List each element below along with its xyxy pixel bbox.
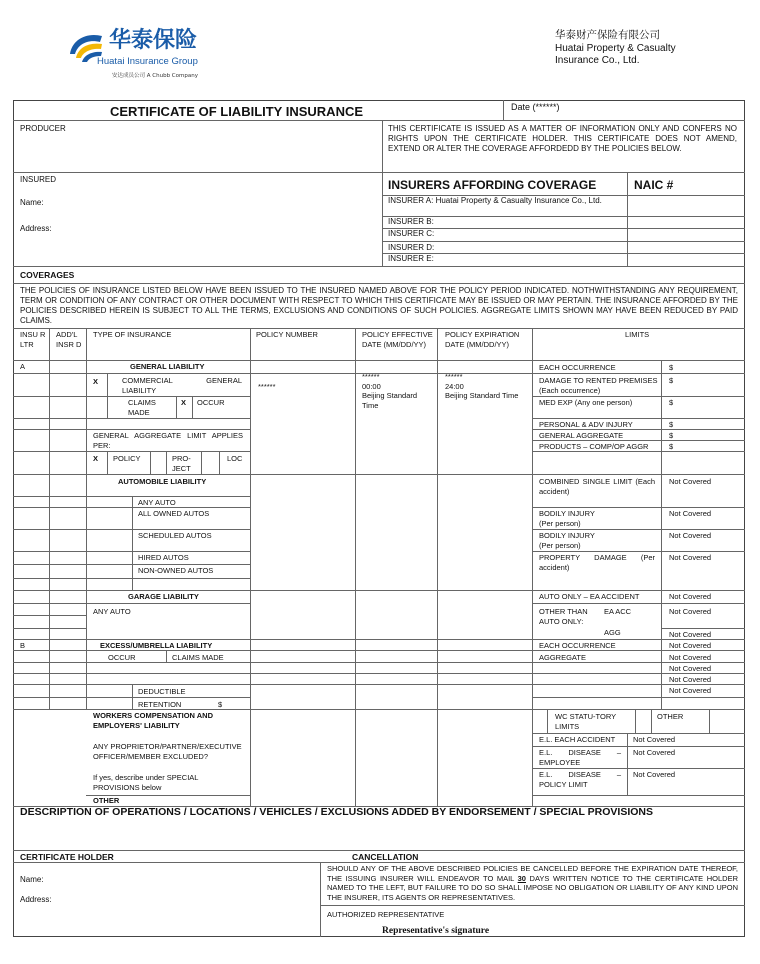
cancellation-text-end: DAYS WRITTEN NOTICE TO THE CERTIFICATE HOLDER NAMED TO THE LEFT, BUT FAILURE TO DO SO SHALL IMPOSE NO OBLIGATION OR LIABILITY OF ANY KIND UPON THE INSURER, ITS AGENTS OR REPRESENTATIVES. <box>327 873 738 902</box>
wc-statutory-limits: WC STATU-TORY LIMITS <box>555 712 616 731</box>
insurer-b: INSURER B: <box>388 217 434 226</box>
company-name-en-2: Insurance Co., Ltd. <box>555 55 640 66</box>
garage-auto-only: AUTO ONLY: <box>539 617 584 626</box>
gl-loc-label: LOC <box>227 454 243 463</box>
gl-limit-label: PRODUCTS – COMP/OP AGGR <box>539 442 649 451</box>
wc-limit-label: E.L. DISEASE – POLICY LIMIT <box>539 770 621 789</box>
logo-subtitle: 安达成员公司 A Chubb Company <box>112 73 198 79</box>
garage-agg: AGG <box>604 628 621 637</box>
representative-signature: Representative's signature <box>382 926 490 936</box>
garage-limit-label: AUTO ONLY – EA ACCIDENT <box>539 592 640 601</box>
description-heading: DESCRIPTION OF OPERATIONS / LOCATIONS / VEHICLES / EXCLUSIONS ADDED BY ENDORSEMENT / SPECIAL PROVISIONS <box>20 806 653 818</box>
notice-days: 30 <box>517 873 526 883</box>
gl-policy-label: POLICY <box>113 454 141 463</box>
auto-limit-label: COMBINED SINGLE LIMIT (Each accident) <box>539 477 655 496</box>
col-eff-date: POLICY EFFECTIVE DATE (MM/DD/YY) <box>362 330 433 349</box>
certificate-holder-heading: CERTIFICATE HOLDER <box>20 852 114 862</box>
insurers-heading: INSURERS AFFORDING COVERAGE <box>388 178 597 192</box>
cancellation-text <box>327 864 738 902</box>
holder-name-label: Name: <box>20 875 44 884</box>
disclaimer-text: THIS CERTIFICATE IS ISSUED AS A MATTER OF INFORMATION ONLY AND CONFERS NO RIGHTS UPON THE CERTIFICATE HOLDER. THIS CERTIFICATE DOES NOT AMEND, EXTEND OR ALTER THE COVERAGE AFFORDEDD BY THE POLICIES BELOW. <box>388 124 737 153</box>
col-addl-insd: ADD'L INSR D <box>56 330 82 349</box>
excess-title: EXCESS/UMBRELLA LIABILITY <box>100 641 213 650</box>
excess-retention-sign: $ <box>218 700 223 709</box>
gl-claims-made: CLAIMS MADE <box>128 398 156 417</box>
gl-commercial-label: COMMERCIAL GENERAL LIABILITY <box>122 376 242 395</box>
garage-other-than: OTHER THAN <box>539 607 588 616</box>
auto-scheduled: SCHEDULED AUTOS <box>138 531 212 540</box>
gl-limit-value: $ <box>669 431 674 440</box>
date-label: Date (******) <box>511 102 560 112</box>
gl-occur-mark: X <box>181 398 187 407</box>
wc-other: OTHER <box>93 796 120 805</box>
gl-title: GENERAL LIABILITY <box>130 362 205 371</box>
col-policy-number: POLICY NUMBER <box>256 330 318 339</box>
insurer-e: INSURER E: <box>388 254 434 263</box>
garage-agg-value: Not Covered <box>669 630 712 639</box>
wc-title: WORKERS COMPENSATION AND EMPLOYERS' LIABILITY <box>93 711 213 730</box>
gl-limit-value: $ <box>669 363 674 372</box>
auto-limit-label: BODILY INJURY (Per person) <box>539 509 595 528</box>
gl-limit-label: EACH OCCURRENCE <box>539 363 616 372</box>
logo-chinese-name: 华泰保险 <box>109 28 198 53</box>
col-type: TYPE OF INSURANCE <box>93 330 172 339</box>
excess-deductible: DEDUCTIBLE <box>138 687 186 696</box>
excess-limit-label: AGGREGATE <box>539 653 586 662</box>
wc-limit-value: Not Covered <box>633 748 676 757</box>
excess-limit-value: Not Covered <box>669 641 712 650</box>
col-insr-ltr: INSU R LTR <box>20 330 46 349</box>
cancellation-heading: CANCELLATION <box>352 852 419 862</box>
gl-limit-label: MED EXP (Any one person) <box>539 398 633 407</box>
gl-eff-date: ****** 00:00 Beijing Standard Time <box>362 372 418 410</box>
gl-exp-date: ****** 24:00 Beijing Standard Time <box>445 372 519 400</box>
gl-occur-label: OCCUR <box>197 398 225 407</box>
auto-limit-value: Not Covered <box>669 509 712 518</box>
wc-limit-label: E.L. DISEASE – EMPLOYEE <box>539 748 621 767</box>
excess-limit-value: Not Covered <box>669 653 712 662</box>
col-exp-date: POLICY EXPIRATION DATE (MM/DD/YY) <box>445 330 520 349</box>
excess-insr-ltr: B <box>20 641 26 650</box>
insurer-d: INSURER D: <box>388 243 435 252</box>
garage-title: GARAGE LIABILITY <box>128 592 199 601</box>
auto-non-owned: NON-OWNED AUTOS <box>138 566 214 575</box>
garage-ea-acc-value: Not Covered <box>669 607 712 616</box>
producer-label: PRODUCER <box>20 124 66 133</box>
auto-all-owned: ALL OWNED AUTOS <box>138 509 210 518</box>
gl-limit-label: DAMAGE TO RENTED PREMISES (Each occurrence) <box>539 376 658 395</box>
auto-limit-label: BODILY INJURY (Per person) <box>539 531 595 550</box>
gl-limit-value: $ <box>669 376 674 385</box>
wc-limit-label: E.L. EACH ACCIDENT <box>539 735 616 744</box>
col-limits: LIMITS <box>625 330 650 339</box>
gl-project-label: PRO-JECT <box>172 454 191 473</box>
insurer-a: INSURER A: Huatai Property & Casualty Insurance Co., Ltd. <box>388 196 602 205</box>
auto-limit-value: Not Covered <box>669 477 712 486</box>
holder-address-label: Address: <box>20 895 52 904</box>
gl-insr-ltr: A <box>20 362 26 371</box>
wc-limit-value: Not Covered <box>633 770 676 779</box>
garage-limit-value: Not Covered <box>669 592 712 601</box>
garage-any-auto: ANY AUTO <box>93 607 131 616</box>
coverages-text: THE POLICIES OF INSURANCE LISTED BELOW HAVE BEEN ISSUED TO THE INSURED NAMED ABOVE FOR THE POLICY PERIOD INDICATED. NOTHWITHSTANDING ANY REQUIREMENT, TERM OR CONDITION OF ANY CONTRACT OR OTHER DOCUMENT WITH RESPECT TO WHICH THIS CERTIFICATE MAY BE ISSUED OR MAY PERTAIN. THE INSURANCE AFFORDED BY THE POLICIES DESCRIBED HEREIN IS SUBJECT TO ALL THE TERMS, EXCLUSIONS AND CONDITIONS OF SUCH POLICIES. AGGREGATE LIMITS SHOWN MAY HAVE BEEN REDUCED BY PAID CLAIMS. <box>20 286 738 325</box>
certificate-title: CERTIFICATE OF LIABILITY INSURANCE <box>110 104 364 119</box>
gl-policy-mark: X <box>93 454 99 463</box>
auto-any-auto: ANY AUTO <box>138 498 176 507</box>
excess-claims-made: CLAIMS MADE <box>172 653 224 662</box>
authorized-representative: AUTHORIZED REPRESENTATIVE <box>327 910 445 919</box>
insured-name-label: Name: <box>20 198 44 207</box>
gl-limit-label: PERSONAL & ADV INJURY <box>539 420 633 429</box>
wc-limit-value: Not Covered <box>633 735 676 744</box>
auto-title: AUTOMOBILE LIABILITY <box>118 477 207 486</box>
excess-limit-value: Not Covered <box>669 686 712 695</box>
gl-limit-value: $ <box>669 420 674 429</box>
gl-commercial-mark: X <box>93 377 99 386</box>
insured-label: INSURED <box>20 175 57 184</box>
auto-limit-label: PROPERTY DAMAGE (Per accident) <box>539 553 655 572</box>
company-name-en-1: Huatai Property & Casualty <box>555 43 676 54</box>
gl-limit-value: $ <box>669 442 674 451</box>
logo-english-name: Huatai Insurance Group <box>97 56 198 67</box>
excess-limit-value: Not Covered <box>669 675 712 684</box>
naic-heading: NAIC # <box>634 178 674 192</box>
gl-limit-value: $ <box>669 398 674 407</box>
insured-address-label: Address: <box>20 224 52 233</box>
gl-policy-number: ****** <box>258 382 276 391</box>
wc-describe: If yes, describe under SPECIAL PROVISIONS below <box>93 773 199 792</box>
auto-hired: HIRED AUTOS <box>138 553 189 562</box>
gl-agg-applies: GENERAL AGGREGATE LIMIT APPLIES PER: <box>93 431 243 450</box>
wc-other-limits: OTHER <box>657 712 684 721</box>
company-name-cn: 华泰财产保险有限公司 <box>555 29 660 41</box>
auto-limit-value: Not Covered <box>669 531 712 540</box>
gl-limit-label: GENERAL AGGREGATE <box>539 431 624 440</box>
insurer-c: INSURER C: <box>388 229 435 238</box>
excess-retention: RETENTION <box>138 700 182 709</box>
excess-limit-value: Not Covered <box>669 664 712 673</box>
excess-occur: OCCUR <box>108 653 136 662</box>
coverages-heading: COVERAGES <box>20 270 75 280</box>
cancellation-text-start: SHOULD ANY OF THE ABOVE DESCRIBED POLICIES BE CANCELLED BEFORE THE EXPIRATION DATE THEREOF, THE ISSUING INSURER WILL ENDEAVOR TO MAIL <box>327 864 738 883</box>
company-logo <box>66 28 206 82</box>
auto-limit-value: Not Covered <box>669 553 712 562</box>
garage-ea-acc: EA ACC <box>604 607 632 616</box>
wc-proprietor: ANY PROPRIETOR/PARTNER/EXECUTIVE OFFICER/MEMBER EXCLUDED? <box>93 742 242 761</box>
excess-limit-label: EACH OCCURRENCE <box>539 641 616 650</box>
